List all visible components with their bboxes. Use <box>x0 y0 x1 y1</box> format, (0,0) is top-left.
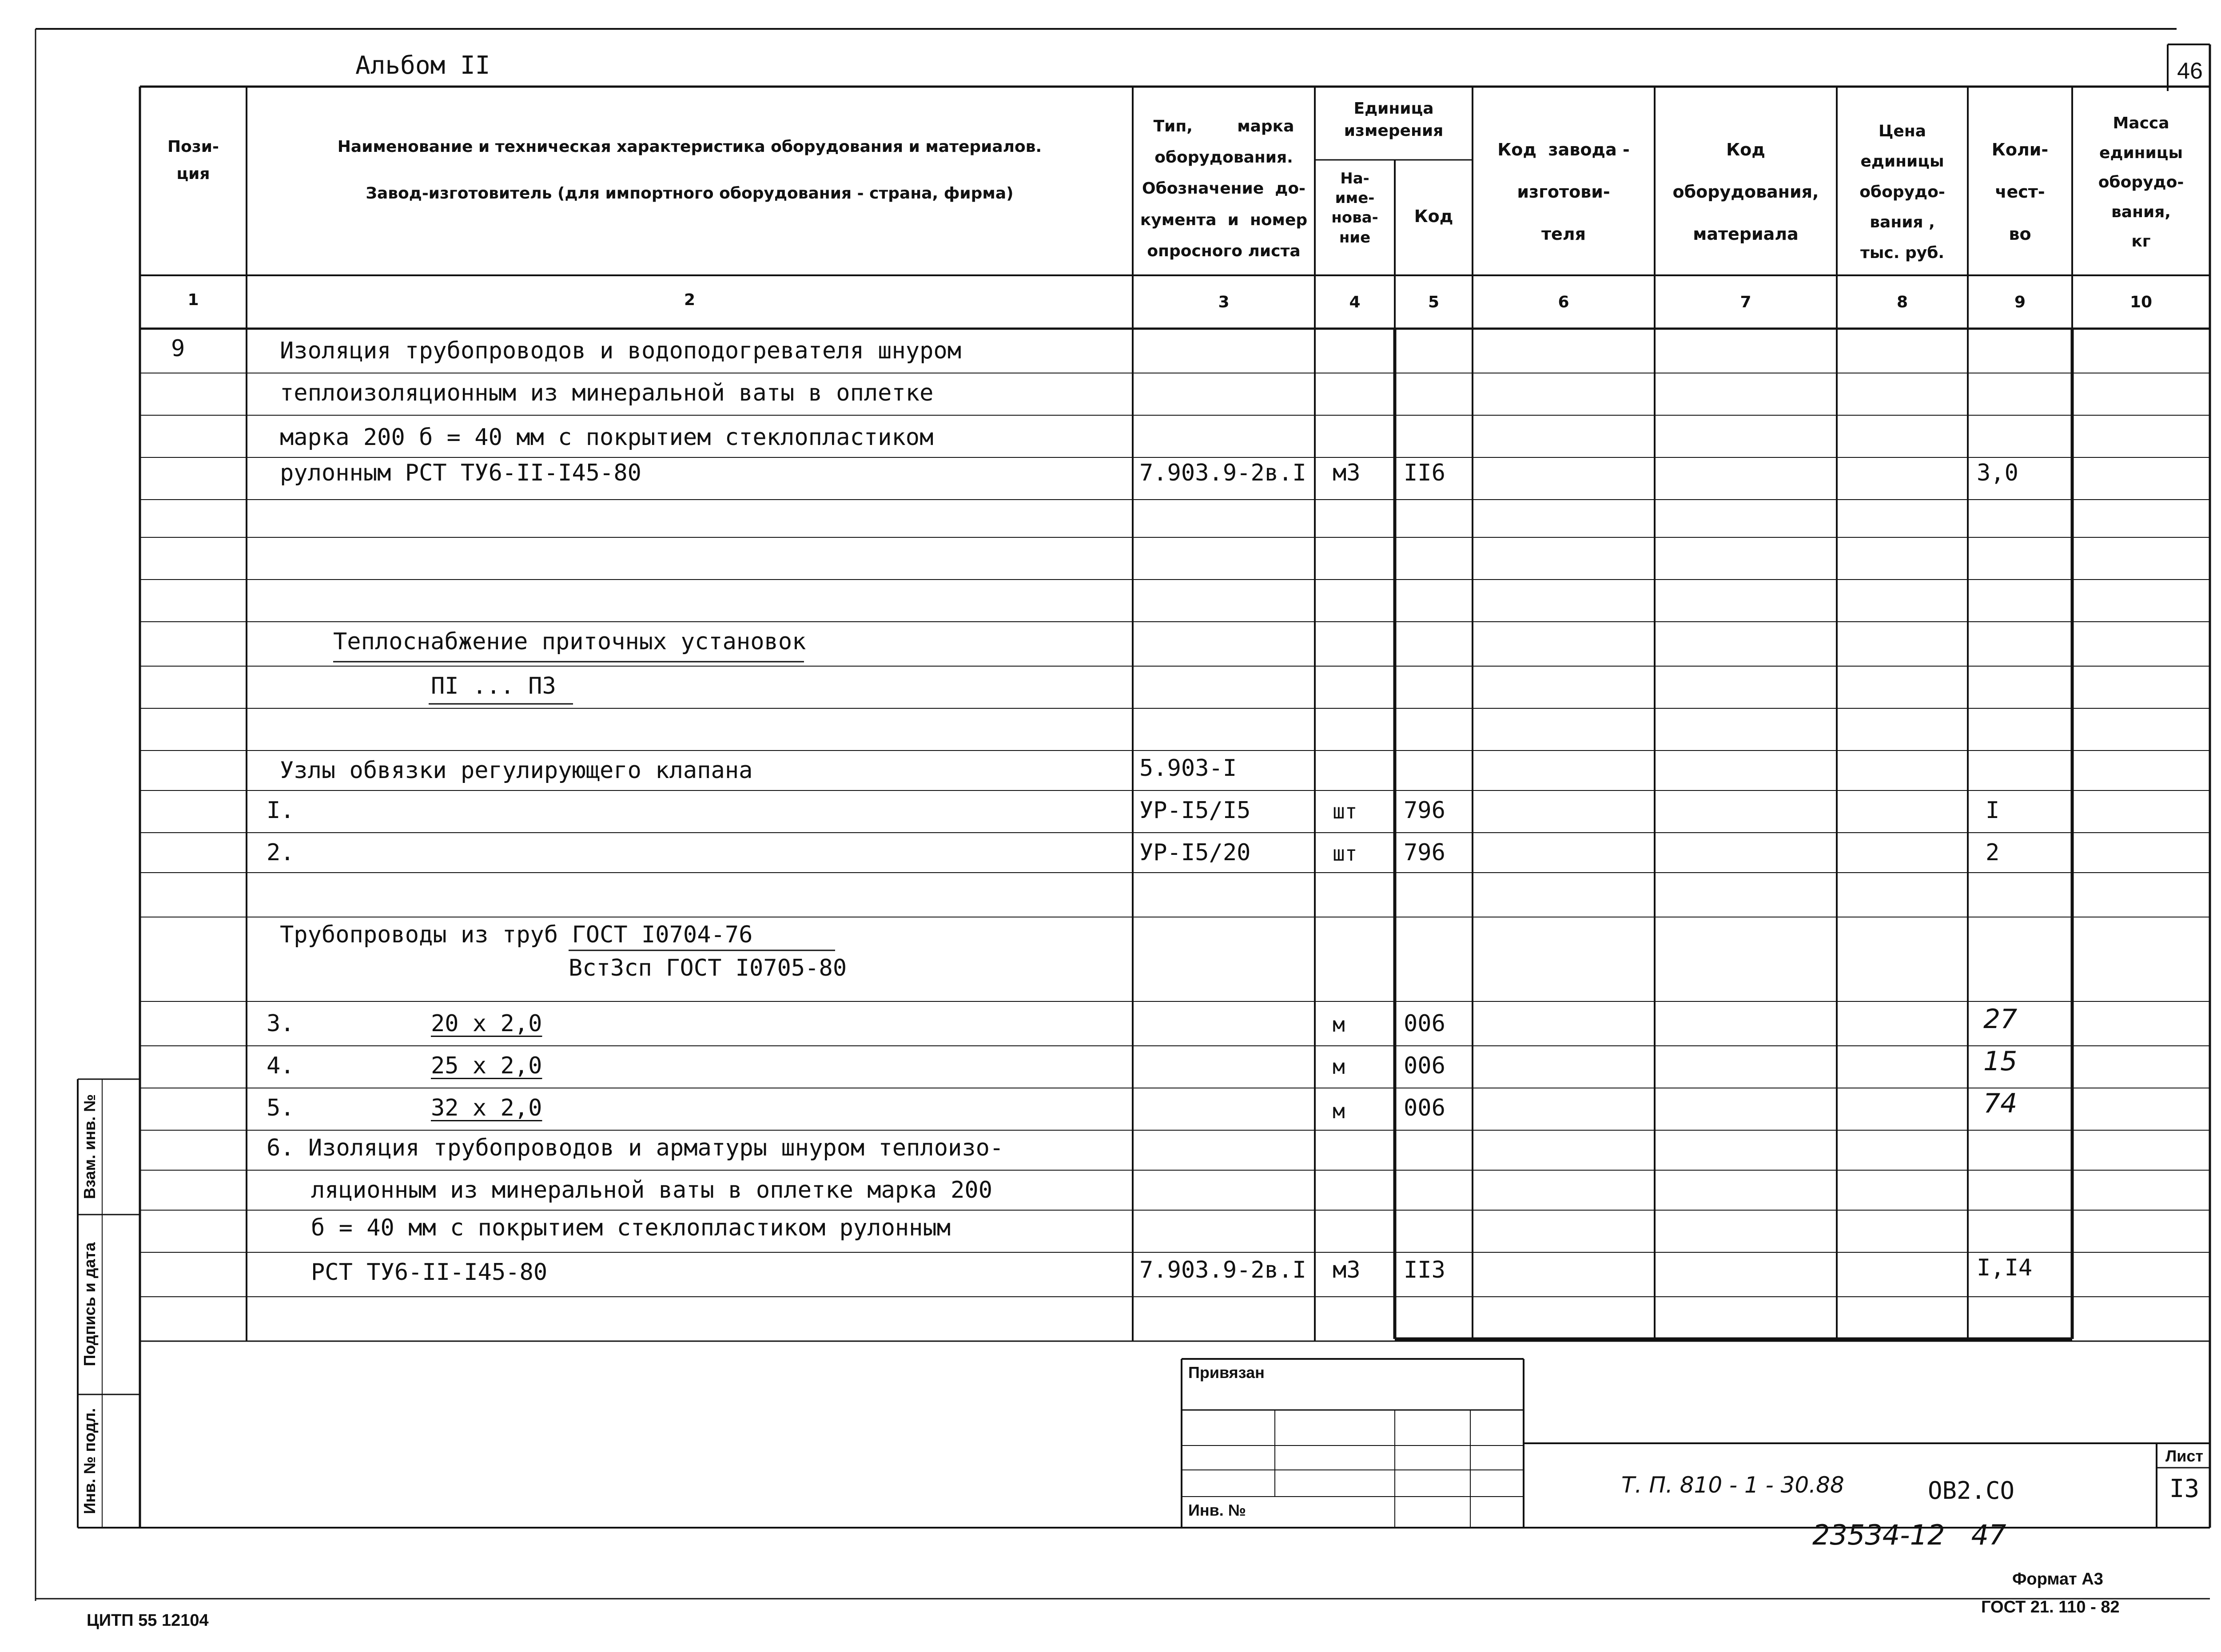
item-name <box>280 921 752 948</box>
position-cell: 9 <box>171 335 185 362</box>
side-stamp-signature: Подпись и дата <box>80 1242 99 1366</box>
col-header-10: Масса единицы оборудо- вания, кг <box>2098 114 2184 251</box>
col-number: 10 <box>2129 293 2153 311</box>
qty-cell: 2 <box>1986 839 2000 866</box>
code-cell: II3 <box>1404 1257 1445 1283</box>
code-cell: 006 <box>1404 1052 1445 1079</box>
format-label: Формат А3 <box>2012 1570 2103 1588</box>
list-label: Лист <box>2165 1447 2204 1465</box>
col-header-unit: Единица измерения <box>1344 99 1444 140</box>
col-header-2-line1: Наименование и техническая характеристика оборудования и материалов. <box>337 138 1042 156</box>
item-name: 2. <box>267 839 295 866</box>
col-number: 4 <box>1349 293 1361 311</box>
item-name: марка 200 б = 40 мм с покрытием стеклопластиком <box>280 424 934 451</box>
item-num: 3. <box>267 1010 295 1037</box>
item-num: 5. <box>267 1095 295 1121</box>
gost-label: ГОСТ 21. 110 - 82 <box>1981 1598 2120 1616</box>
qty-cell: 27 <box>1983 1004 2018 1035</box>
code-cell: 006 <box>1404 1010 1445 1037</box>
album-label: Альбом II <box>355 51 490 80</box>
archive-number: 23534-12 47 <box>1812 1519 2006 1551</box>
col-number: 6 <box>1558 293 1569 311</box>
pipe-size: 32 x 2,0 <box>431 1095 542 1121</box>
inv-no-label: Инв. № <box>1188 1501 1246 1519</box>
col-number: 3 <box>1218 293 1230 311</box>
col-header-6: Код завода - изготови- теля <box>1497 140 1630 244</box>
qty-cell: I,I4 <box>1977 1255 2033 1281</box>
item-name-part: Трубопроводы из труб <box>280 921 572 948</box>
type-cell: 5.903-I <box>1139 755 1237 782</box>
item-name: теплоизоляционным из минеральной ваты в оплетке <box>280 380 934 406</box>
type-cell: 7.903.9-2в.I <box>1139 460 1306 486</box>
item-name: ляционным из минеральной ваты в оплетке марка 200 <box>311 1177 993 1203</box>
unit-cell: м3 <box>1333 460 1361 486</box>
sheet-number: I3 <box>2169 1474 2200 1503</box>
code-cell: 796 <box>1404 797 1445 824</box>
item-name: б = 40 мм с покрытием стеклопластиком рулонным <box>311 1215 951 1241</box>
type-cell: 7.903.9-2в.I <box>1139 1257 1306 1283</box>
type-cell: УР-I5/20 <box>1139 839 1251 866</box>
item-name: рулонным РСТ ТУ6-II-I45-80 <box>280 460 641 486</box>
col-header-4: На- име- нова- ние <box>1331 170 1378 246</box>
code-cell: II6 <box>1404 460 1445 486</box>
col-number: 7 <box>1740 293 1751 311</box>
col-number: 5 <box>1428 293 1440 311</box>
col-header-9: Коли- чест- во <box>1991 140 2049 244</box>
code-cell: 006 <box>1404 1095 1445 1121</box>
type-cell: УР-I5/I5 <box>1139 797 1251 824</box>
unit-cell: м <box>1333 1013 1345 1036</box>
item-name: ВстЗсп ГОСТ I0705-80 <box>569 955 847 981</box>
side-stamp-vzam: Взам. инв. № <box>80 1094 99 1199</box>
col-header-1: Пози- ция <box>167 138 219 183</box>
page-number: 46 <box>2177 58 2203 84</box>
col-number: 1 <box>187 291 199 309</box>
doc-mark: ОВ2.СО <box>1928 1477 2015 1505</box>
code-cell: 796 <box>1404 839 1445 866</box>
unit-cell: м <box>1333 1055 1345 1079</box>
col-number: 8 <box>1896 293 1908 311</box>
item-name: РСТ ТУ6-II-I45-80 <box>311 1259 548 1286</box>
item-name: I. <box>267 797 295 824</box>
section-title: Теплоснабжение приточных установок <box>333 628 806 655</box>
qty-cell: 74 <box>1983 1088 2018 1119</box>
item-name: Изоляция трубопроводов и водоподогревателя шнуром <box>280 338 962 364</box>
col-number: 2 <box>684 291 696 309</box>
item-num: 4. <box>267 1052 295 1079</box>
col-header-2-line2: Завод-изготовитель (для импортного оборудования - страна, фирма) <box>366 184 1014 203</box>
gost-ref: ГОСТ I0704-76 <box>572 921 753 948</box>
qty-cell: I <box>1986 797 2000 824</box>
col-header-5: Код <box>1414 206 1453 226</box>
unit-cell: шт <box>1333 799 1357 823</box>
pipe-size: 20 x 2,0 <box>431 1010 542 1037</box>
unit-cell: шт <box>1333 842 1357 866</box>
unit-cell: м <box>1333 1099 1345 1123</box>
item-name: 6. Изоляция трубопроводов и арматуры шнуром теплоизо- <box>267 1135 1004 1161</box>
col-number: 9 <box>2014 293 2026 311</box>
item-name: Узлы обвязки регулирующего клапана <box>280 757 753 784</box>
side-stamp-inv: Инв. № подл. <box>80 1408 99 1514</box>
project-code: Т. П. 810 - 1 - 30.88 <box>1621 1472 1844 1498</box>
section-subtitle: ПI ... П3 <box>431 673 556 699</box>
col-header-7: Код оборудования, материала <box>1672 140 1819 244</box>
qty-cell: 15 <box>1983 1046 2018 1077</box>
col-header-3: Тип, марка оборудования. Обозначение до- кумента и номер опросного листа <box>1140 117 1308 260</box>
citp-label: ЦИТП 55 12104 <box>87 1611 209 1630</box>
unit-cell: м3 <box>1333 1257 1361 1283</box>
privyazan-label: Привязан <box>1188 1363 1265 1382</box>
qty-cell: 3,0 <box>1977 460 2018 486</box>
pipe-size: 25 x 2,0 <box>431 1052 542 1079</box>
col-header-8: Цена единицы оборудо- вания , тыс. руб. <box>1859 122 1945 262</box>
